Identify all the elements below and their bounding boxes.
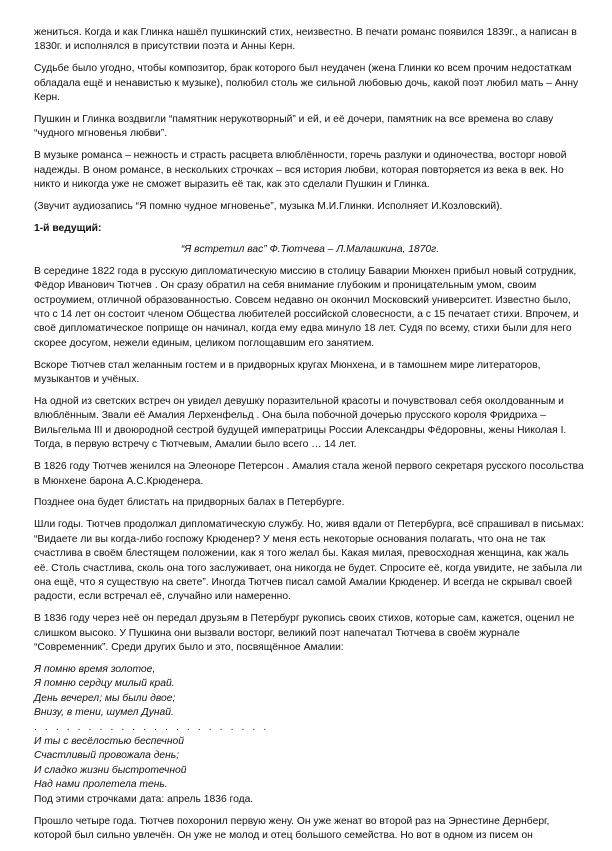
paragraph-monument: Пушкин и Глинка воздвигли “памятник нерукотворный” и ей, и её дочери, памятник на все времена во славу “чудного мгновенья любви”. — [34, 114, 554, 140]
paragraph-court-balls: Позднее она будет блистать на придворных балах в Петербурге. — [34, 497, 345, 509]
poem-block — [34, 663, 586, 807]
poem-line: Счастливый провожала день; — [34, 750, 180, 762]
paragraph-manuscript: В 1836 году через неё он передал друзьям в Петербург рукопись своих стихов, которые сам, кажется, оценил не слишком высоко. У Пушкина они вызвали восторг, великий поэт напечатал Тютчева в своём журнале “Современник”. Среди других было и это, посвящённое Амалии: — [34, 613, 575, 654]
paragraph-tyutchev-arrival: В середине 1822 года в русскую дипломатическую миссию в столицу Баварии Мюнхен прибыл новый сотрудник, Фёдор Иванович Тютчев . Он сразу обратил на себя внимание глубоким и проницательным умом, своим остроумием, отличной образованностью. Совсем недавно он окончил Московский университет. Известно было, что с 14 лет он состоит членом Общества любителей российской словесности, а с 15 печатает стихи. Впрочем, и своё дипломатическое поприще он начинал, когда ему едва минуло 18 лет. Судя по всему, стихи были для него скорее досугом, нежели единым, целиком поглощавшим его занятием. — [34, 265, 579, 349]
paragraph-amalia-meeting: На одной из светских встреч он увидел девушку поразительной красоты и почувствовал себя околдованным и влюблённым. Звали её Амалия Лерхенфельд . Она была побочной дочерью прусского короля Фридриха – Вильгельма III и двоюродной сестрой будущей императрицы России Александры Фёдоровны, жены Николая I. Тогда, в первую встречу с Тютчевым, Амалии было всего … 14 лет. — [34, 396, 567, 451]
poem-date-line: Под этими строчками дата: апрель 1836 года. — [34, 793, 254, 805]
paragraph-romance-history: жениться. Когда и как Глинка нашёл пушкинский стих, неизвестно. В печати романс появился 1839г., а написан в 1830г. и исполнялся в присутствии поэта и Анны Керн. — [34, 27, 577, 53]
poem-line: Внизу, в тени, шумел Дунай. — [34, 707, 174, 719]
section-heading: 1-й ведущий: — [34, 222, 102, 234]
paragraph-munich-guest: Вскоре Тютчев стал желанным гостем и в придворных кругах Мюнхена, и в тамошнем мире литераторов, музыкантов и учёных. — [34, 359, 541, 386]
poem-stanza-2 — [34, 735, 586, 807]
poem-line: Я помню сердцу милый край. — [34, 678, 175, 690]
paragraph-audio-note: (Звучит аудиозапись “Я помню чудное мгновенье”, музыка М.И.Глинки. Исполняет И.Козловский). — [34, 201, 503, 213]
poem-stanza-1 — [34, 663, 586, 735]
paragraph-marriage: В 1826 году Тютчев женился на Элеоноре Петерсон . Амалия стала женой первого секретаря русского посольства в Мюнхене барона А.С.Крюденера. — [34, 461, 584, 487]
poem-line: Я помню время золотое, — [34, 664, 156, 676]
document-page — [34, 26, 586, 851]
paragraph-letters: Шли годы. Тютчев продолжал дипломатическую службу. Но, живя вдали от Петербурга, всё спрашивал в письмах: “Видаете ли вы когда-либо госпожу Крюденер? У меня есть некоторые основания полагать, что она не так счастлива в своём блестящем положении, как я того желал бы. Какая милая, превосходная женщина, как жаль её. Столь счастлива, сколь она того заслуживает, она никогда не будет. Спросите её, когда увидите, не забыла ли она ещё, что я существую на свете”. Иногда Тютчев писал самой Амалии Крюденер. И всегда не скрывал своей радости, если встречал её, случайно или намеренно. — [34, 519, 584, 603]
poem-line: И сладко жизни быстротечной — [34, 764, 187, 776]
poem-line: Над нами пролетела тень. — [34, 779, 168, 791]
poem-line: День вечерел; мы были двое; — [34, 692, 176, 704]
paragraph-romance-music: В музыке романса – нежность и страсть расцвета влюблённости, горечь разлуки и одиночества, восторг новой надежды. В оном романсе, в нескольких строчках – вся история любви, которая повторяется из века в век. Но никто и никогда уже не сможет выразить её так, как это сделали Пушкин и Глинка. — [34, 150, 567, 191]
paragraph-four-years-later: Прошло четыре года. Тютчев похоронил первую жену. Он уже женат во второй раз на Эрнестине Дернберг, которой был сильно увлечён. Он уже не молод и отец большого семейства. Но вот в одном из писем он — [34, 815, 550, 841]
section-title: “Я встретил вас” Ф.Тютчева – Л.Малашкина, 1870г. — [180, 244, 440, 256]
poem-ellipsis: . . . . . . . . . . . . . . . . . . . . . . — [34, 721, 269, 733]
poem-line: И ты с весёлостью беспечной — [34, 736, 184, 748]
paragraph-fate: Судьбе было угодно, чтобы композитор, брак которого был неудачен (жена Глинки ко всем прочим недостаткам обладала ещё и ненавистью к музыке), полюбил столь же сильной любовью дочь, какой поэт любил мать – Анну Керн. — [34, 63, 579, 104]
